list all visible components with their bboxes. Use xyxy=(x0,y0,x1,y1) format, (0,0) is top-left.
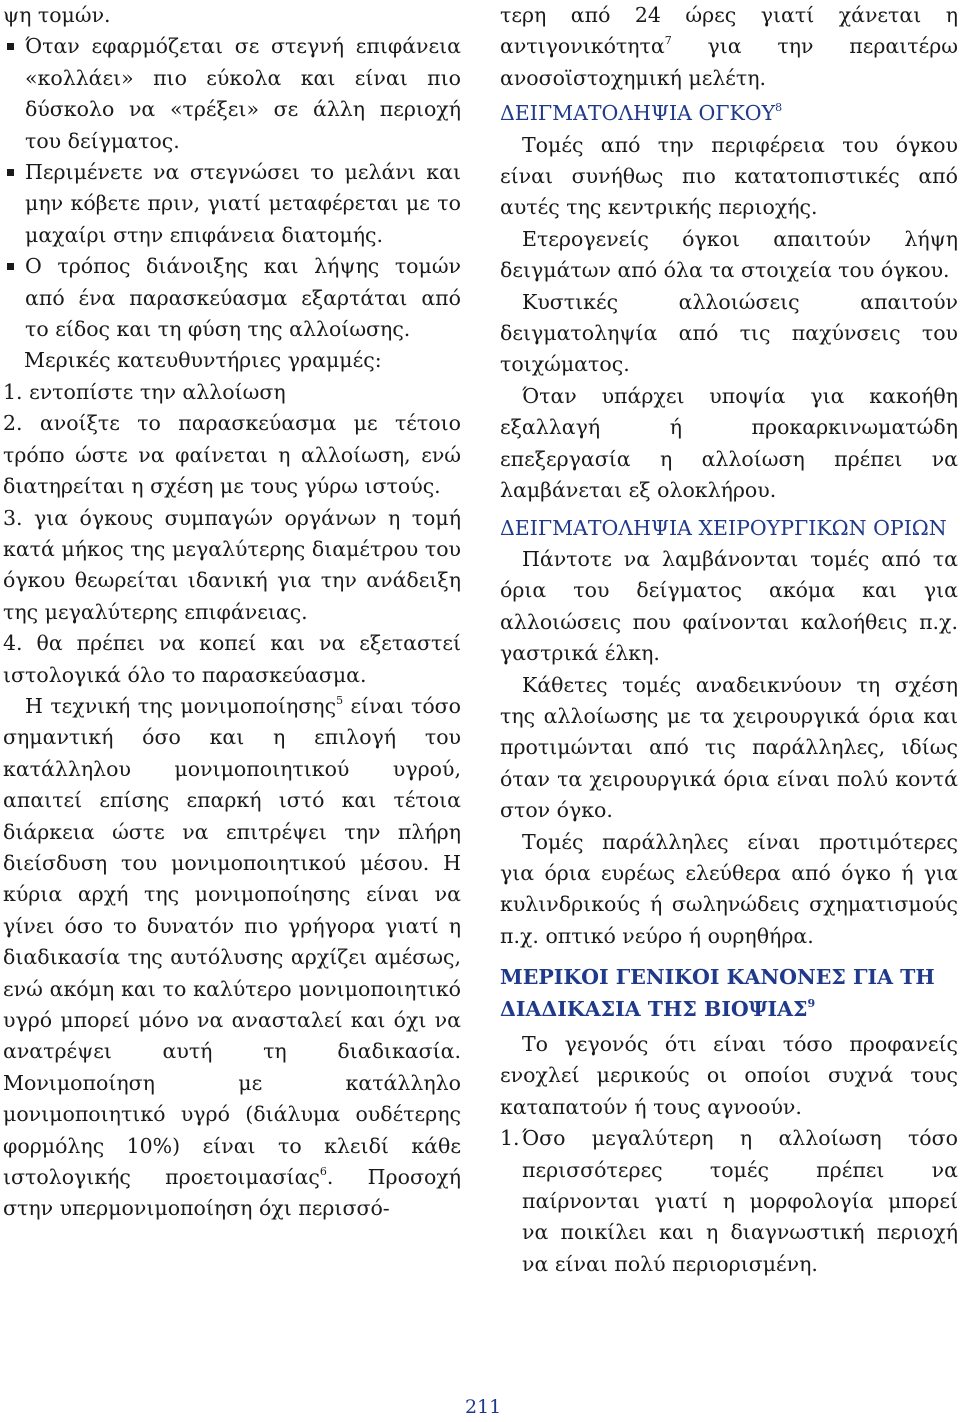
footnote-ref: 5 xyxy=(336,693,344,707)
fixation-paragraph xyxy=(3,691,461,1225)
right-column xyxy=(500,0,958,1280)
left-column xyxy=(3,0,461,1225)
text-run: για την περαιτέρω ανοσοϊστοχημική μελέτη. xyxy=(500,34,958,90)
rule-text: Όσο μεγαλύτερη η αλλοίωση τόσο περισσότερες τομές πρέπει να παίρνονται γιατί η μορφολογία μπορεί να ποικίλει και η διαγνωστική περιοχή να είναι πολύ περιορισμένη. xyxy=(522,1126,958,1276)
bullet-item: Περιμένετε να στεγνώσει το μελάνι και μην κόβετε πριν, γιατί μεταφέρεται με το μαχαίρι στην επιφάνεια διατομής. xyxy=(3,157,461,251)
paragraph: Το γεγονός ότι είναι τόσο προφανείς ενοχλεί μερικούς οι οποίοι συχνά τους καταπατούν ή τους αγνοούν. xyxy=(500,1032,958,1119)
section-heading-margins-sampling: ΔΕΙΓΜΑΤΟΛΗΨΙΑ ΧΕΙΡΟΥΡΓΙΚΩΝ ΟΡΙΩΝ xyxy=(500,515,947,540)
guideline-item: 1. εντοπίστε την αλλοίωση xyxy=(3,379,286,404)
guideline-item: 2. ανοίξτε το παρασκεύασμα με τέτοιο τρόπο ώστε να φαίνεται η αλλοίωση, ενώ διατηρείται η σχέση με τους γύρω ιστούς. xyxy=(3,411,461,499)
footnote-ref: 6 xyxy=(319,1165,327,1179)
guideline-item: 3. για όγκους συμπαγών οργάνων η τομή κατά μήκος της μεγαλύτερης διαμέτρου του όγκου θεωρείται ιδανική για την ανάδειξη της μεγαλύτερης επιφάνειας. xyxy=(3,505,461,624)
paragraph-continuation: ψη τομών. xyxy=(3,3,111,27)
text-run: Η τεχνική της μονιμοποίησης xyxy=(25,693,337,718)
guideline-item: 4. θα πρέπει να κοπεί και να εξεταστεί ιστολογικά όλο το παρασκεύασμα. xyxy=(3,631,461,687)
paragraph: Όταν υπάρχει υποψία για κακοήθη εξαλλαγή ή προκαρκινωματώδη επεξεργασία η αλλοίωση πρέπει να λαμβάνεται εξ ολοκλήρου. xyxy=(500,383,958,503)
paragraph: Κυστικές αλλοιώσεις απαιτούν δειγματοληψία από τις παχύνσεις του τοιχώματος. xyxy=(500,289,958,377)
heading-text: ΔΕΙΓΜΑΤΟΛΗΨΙΑ ΟΓΚΟΥ xyxy=(500,101,776,126)
text-run: είναι τόσο σημαντική όσο και η επιλογή του κατάλληλου μονιμοποιητικού υγρού, απαιτεί επίσης επαρκή ιστό και τέτοια διάρκεια ώστε να επιτρέψει την πλήρη διείσδυση του μονιμοποιητικού μέσου. Η κύρια αρχή της μονιμοποίησης είναι να γίνει όσο το δυνατόν πιο γρήγορα γιατί η διαδικασία της αυτόλυσης αρχίζει αμέσως, ενώ ακόμη και το καλύτερο μονιμοποιητικό υγρό μπορεί μόνο να ανασταλεί και όχι να ανατρέψει αυτή τη διαδικασία. Μονιμοποίηση με κατάλληλο μονιμοποιητικό υγρό (διάλυμα ουδέτερης φορμόλης 10%) είναι το κλειδί κάθε ιστολογικής προετοιμασίας xyxy=(3,693,461,1190)
text-run: τερη από 24 ώρες γιατί χάνεται η αντιγονικότητα xyxy=(500,3,958,59)
paragraph-continuation xyxy=(500,0,958,94)
bullet-item: Ο τρόπος διάνοιξης και λήψης τομών από ένα παρασκεύασμα εξαρτάται από το είδος και τη φύση της αλλοίωσης. xyxy=(3,251,461,345)
section-heading-general-rules xyxy=(500,962,958,1025)
footnote-ref: 8 xyxy=(775,101,783,115)
paragraph: Τομές από την περιφέρεια του όγκου είναι συνήθως πιο κατατοπιστικές από αυτές της κεντρικής περιοχής. xyxy=(500,132,958,220)
paragraph: Τομές παράλληλες είναι προτιμότερες για όρια ευρέως ελεύθερα από όγκο ή για κυλινδρικούς ή σωληνώδεις σχηματισμούς π.χ. οπτικό νεύρο ή ουρηθήρα. xyxy=(500,829,958,948)
rule-item xyxy=(500,1123,958,1280)
page-number: 211 xyxy=(465,1396,502,1418)
paragraph: Κάθετες τομές αναδεικνύουν τη σχέση της αλλοίωσης με τα χειρουργικά όρια και προτιμώνται από τις παράλληλες, ιδίως όταν τα χειρουργικά όρια είναι πολύ κοντά στον όγκο. xyxy=(500,672,958,823)
paragraph: Ετερογενείς όγκοι απαιτούν λήψη δειγμάτων από όλα τα στοιχεία του όγκου. xyxy=(500,226,958,283)
rule-number: 1. xyxy=(500,1126,520,1151)
bullet-item: Όταν εφαρμόζεται σε στεγνή επιφάνεια «κολλάει» πιο εύκολα και είναι πιο δύσκολο να «τρέξει» σε άλλη περιοχή του δείγματος. xyxy=(3,31,461,157)
heading-text: ΜΕΡΙΚΟΙ ΓΕΝΙΚΟΙ ΚΑΝΟΝΕΣ ΓΙΑ ΤΗ ΔΙΑΔΙΚΑΣΙΑ ΤΗΣ ΒΙΟΨΙΑΣ xyxy=(500,965,935,1021)
footnote-ref: 9 xyxy=(807,996,816,1010)
section-heading-tumor-sampling xyxy=(500,98,958,129)
paragraph: Πάντοτε να λαμβάνονται τομές από τα όρια του δείγματος ακόμα και για αλλοιώσεις που φαίνονται καλοήθεις π.χ. γαστρικά έλκη. xyxy=(500,546,958,666)
guidelines-intro: Μερικές κατευθυντήριες γραμμές: xyxy=(24,348,382,373)
text-run: . Προσοχή στην υπερμονιμοποίηση όχι περισσό- xyxy=(3,1165,461,1221)
footnote-ref: 7 xyxy=(664,34,672,48)
